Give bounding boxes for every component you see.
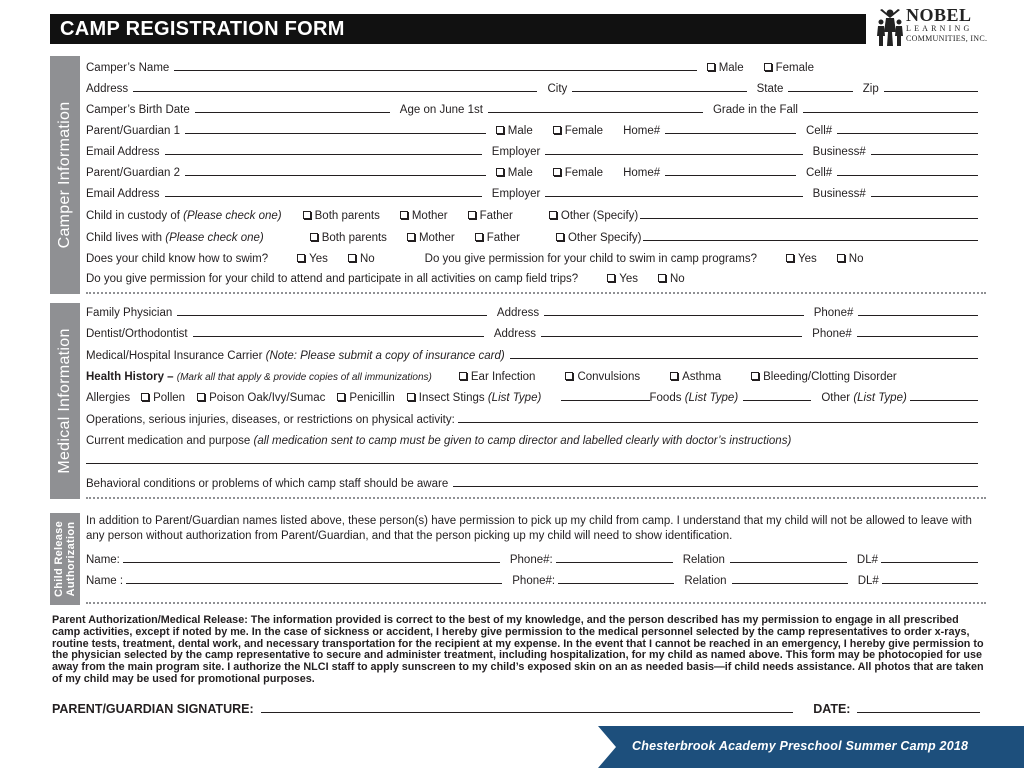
camper-info-tab [50,56,80,294]
parent1-home-label: Home# [623,125,661,137]
physician-label: Family Physician [86,307,173,319]
release-name2-field[interactable] [126,583,502,584]
camper-name-field[interactable] [174,70,696,71]
age-label: Age on June 1st [399,104,483,116]
logo-line-3: COMMUNITIES, INC. [906,34,988,43]
custody-mother-checkbox[interactable]: Mother [400,210,448,222]
parent2-male-checkbox[interactable]: Male [496,167,533,179]
release-name2-row [86,571,978,587]
foods-field[interactable] [743,400,811,401]
address-label: Address [86,83,129,95]
state-field[interactable] [788,91,852,92]
zip-field[interactable] [884,91,978,92]
release-relation1-field[interactable] [730,562,847,563]
email2-row [86,184,978,200]
trips-no-checkbox[interactable]: No [658,273,685,285]
field-trips-question: Do you give permission for your child to attend and participate in all activities on camp field trips? [86,273,579,285]
operations-label: Operations, serious injuries, diseases, or restrictions on physical activity: [86,414,455,426]
camper-address-row [86,79,978,95]
dentist-phone-field[interactable] [857,336,978,337]
physician-row [86,303,978,319]
insurance-row [86,346,978,362]
parent2-home-label: Home# [623,167,661,179]
behavioral-row [86,474,978,490]
medical-info-tab [50,303,80,499]
field-trips-row [86,269,978,285]
release-phone1-label: Phone#: [509,554,553,566]
medication-label: Current medication and purpose (all medication sent to camp must be given to camp director and labelled clearly with doctor’s instructions) [86,435,792,447]
employer1-field[interactable] [545,154,802,155]
city-field[interactable] [572,91,746,92]
email1-row [86,142,978,158]
lives-with-row [86,228,978,244]
lives-both-checkbox[interactable]: Both parents [310,232,387,244]
parent2-label: Parent/Guardian 2 [86,167,180,179]
footer-text: Chesterbrook Academy Preschool Summer Camp 2018 [632,739,969,753]
employer1-label: Employer [491,146,541,158]
swim-permission-question: Do you give permission for your child to swim in camp programs? [424,253,757,265]
city-label: City [547,83,568,95]
birth-date-row [86,100,978,116]
behavioral-field[interactable] [453,486,978,487]
nobel-logo [876,6,1016,50]
date-label: DATE: [813,702,851,716]
dentist-field[interactable] [193,336,484,337]
parent1-cell-label: Cell# [805,125,833,137]
release-dl1-field[interactable] [881,562,978,563]
parent1-home-field[interactable] [665,133,796,134]
authorization-paragraph: Parent Authorization/Medical Release: The information provided is correct to the best of my knowledge, and the person described has my permission to engage in all prescribed camp activities, except if noted by me. In the case of sickness or accident, I hereby give permission to the medical personnel selected by the camp representatives to order x-rays, routine tests, treatment, dental work, and necessary transportation for the recipient at my expense. In the event that I cannot be reached in an emergency, I hereby give permission to the physician selected by the camp representative to secure and administer treatment, including hospitalization, for my child as named above. This form may be photocopied for use away from the main program site. I authorize the NLCI staff to apply sunscreen to my child’s exposed skin on an as needed basis—if child needs assistance. All photos that are taken of my child may be used for promotional purposes. [52,614,984,685]
other-allergy-field[interactable] [910,400,978,401]
logo-line-2: LEARNING [906,24,973,33]
swim-no-checkbox[interactable]: No [348,253,375,265]
swim-permission-no-checkbox[interactable]: No [837,253,864,265]
allergies-label: Allergies [86,392,131,404]
parent2-cell-field[interactable] [837,175,978,176]
swim-permission-yes-checkbox[interactable]: Yes [786,253,817,265]
lives-other-checkbox[interactable]: Other Specify) [556,232,642,244]
physician-phone-field[interactable] [858,315,978,316]
custody-father-checkbox[interactable]: Father [468,210,513,222]
signature-row [52,700,980,716]
physician-address-label: Address [496,307,540,319]
pollen-checkbox[interactable]: Pollen [141,392,185,404]
medication-row [86,431,978,447]
business2-field[interactable] [871,196,978,197]
lives-other-field[interactable] [643,240,978,241]
parent2-cell-label: Cell# [805,167,833,179]
custody-both-checkbox[interactable]: Both parents [303,210,380,222]
email2-label: Email Address [86,188,160,200]
form-title: CAMP REGISTRATION FORM [50,14,866,44]
custody-other-field[interactable] [640,218,978,219]
other-allergy-label: Other (List Type) [821,392,907,404]
medication-line-row [86,451,978,467]
address-field[interactable] [133,91,537,92]
release-phone2-label: Phone#: [512,575,556,587]
medical-info-tab-label: Medical Information [56,328,73,474]
child-release-tab [50,513,80,605]
lives-father-checkbox[interactable]: Father [475,232,520,244]
figures-icon [876,8,904,48]
camper-male-checkbox[interactable]: Male [707,62,744,74]
release-relation2-field[interactable] [732,583,848,584]
trips-yes-checkbox[interactable]: Yes [607,273,638,285]
dentist-phone-label: Phone# [812,328,852,340]
penicillin-checkbox[interactable]: Penicillin [337,392,394,404]
release-intro: In addition to Parent/Guardian names listed above, these person(s) have permission to pick up my child from camp. I understand that my child will not be allowed to leave with any person without authorization from Parent/Guardian, and that the person picking up my child will need to show identification. [86,515,972,542]
insurance-label: Medical/Hospital Insurance Carrier (Note: Please submit a copy of insurance card) [86,350,505,362]
parent1-cell-field[interactable] [837,133,978,134]
release-relation1-label: Relation [682,554,725,566]
section-divider-3 [86,602,986,604]
convulsions-checkbox[interactable]: Convulsions [565,371,640,383]
custody-row [86,206,978,222]
parent1-female-checkbox[interactable]: Female [553,125,603,137]
parent2-field[interactable] [185,175,486,176]
health-history-label: Health History – (Mark all that apply & provide copies of all immunizations) [86,371,432,383]
grade-field[interactable] [803,112,978,113]
section-divider [86,292,986,294]
physician-address-field[interactable] [544,315,804,316]
camper-name-row [86,58,978,74]
release-phone1-field[interactable] [556,562,673,563]
zip-label: Zip [862,83,879,95]
insect-checkbox[interactable]: Insect Stings (List Type) [407,392,542,404]
ear-infection-checkbox[interactable]: Ear Infection [459,371,536,383]
custody-other-checkbox[interactable]: Other (Specify) [549,210,638,222]
release-name1-row [86,550,978,566]
allergies-row [86,388,978,404]
lives-with-label: Child lives with (Please check one) [86,232,264,244]
insect-field[interactable] [561,400,649,401]
release-dl1-label: DL# [856,554,878,566]
parent1-field[interactable] [185,133,486,134]
custody-label: Child in custody of (Please check one) [86,210,282,222]
physician-phone-label: Phone# [813,307,854,319]
bleeding-checkbox[interactable]: Bleeding/Clotting Disorder [751,371,897,383]
release-name2-label: Name : [86,575,124,587]
email2-field[interactable] [165,196,482,197]
operations-field[interactable] [458,422,978,423]
grade-label: Grade in the Fall [712,104,798,116]
parent1-male-checkbox[interactable]: Male [496,125,533,137]
release-name1-field[interactable] [123,562,500,563]
section-divider-2 [86,497,986,499]
business1-field[interactable] [871,154,978,155]
dentist-address-field[interactable] [541,336,802,337]
parent1-row [86,121,978,137]
parent1-label: Parent/Guardian 1 [86,125,180,137]
swim-row [86,249,978,265]
signature-field[interactable] [261,712,794,713]
child-release-tab-label: Child Release Authorization [53,520,77,598]
camper-info-tab-label: Camper Information [56,101,73,249]
email1-label: Email Address [86,146,160,158]
release-phone2-field[interactable] [558,583,674,584]
parent2-female-checkbox[interactable]: Female [553,167,603,179]
parent2-home-field[interactable] [665,175,796,176]
foods-label: Foods (List Type) [649,392,739,404]
logo-line-1: NOBEL [906,5,972,25]
age-field[interactable] [488,112,703,113]
release-relation2-label: Relation [684,575,727,587]
insurance-field[interactable] [510,358,978,359]
poison-checkbox[interactable]: Poison Oak/Ivy/Sumac [197,392,325,404]
camper-name-label: Camper’s Name [86,62,170,74]
birth-date-label: Camper’s Birth Date [86,104,190,116]
lives-mother-checkbox[interactable]: Mother [407,232,455,244]
parent2-row [86,163,978,179]
behavioral-label: Behavioral conditions or problems of which camp staff should be aware [86,478,449,490]
swim-question: Does your child know how to swim? [86,253,269,265]
medication-field[interactable] [86,463,978,464]
date-field[interactable] [857,712,980,713]
swim-yes-checkbox[interactable]: Yes [297,253,328,265]
camper-female-checkbox[interactable]: Female [764,62,814,74]
release-dl2-field[interactable] [882,583,978,584]
dentist-row [86,324,978,340]
business2-label: Business# [812,188,866,200]
release-name1-label: Name: [86,554,120,566]
operations-row [86,410,978,426]
release-dl2-label: DL# [857,575,879,587]
health-history-row [86,367,978,383]
employer2-field[interactable] [545,196,802,197]
state-label: State [756,83,784,95]
birth-date-field[interactable] [195,112,390,113]
physician-field[interactable] [177,315,487,316]
asthma-checkbox[interactable]: Asthma [670,371,721,383]
business1-label: Business# [812,146,866,158]
signature-label: PARENT/GUARDIAN SIGNATURE: [52,702,254,716]
dentist-label: Dentist/Orthodontist [86,328,188,340]
email1-field[interactable] [165,154,482,155]
dentist-address-label: Address [493,328,536,340]
employer2-label: Employer [491,188,541,200]
